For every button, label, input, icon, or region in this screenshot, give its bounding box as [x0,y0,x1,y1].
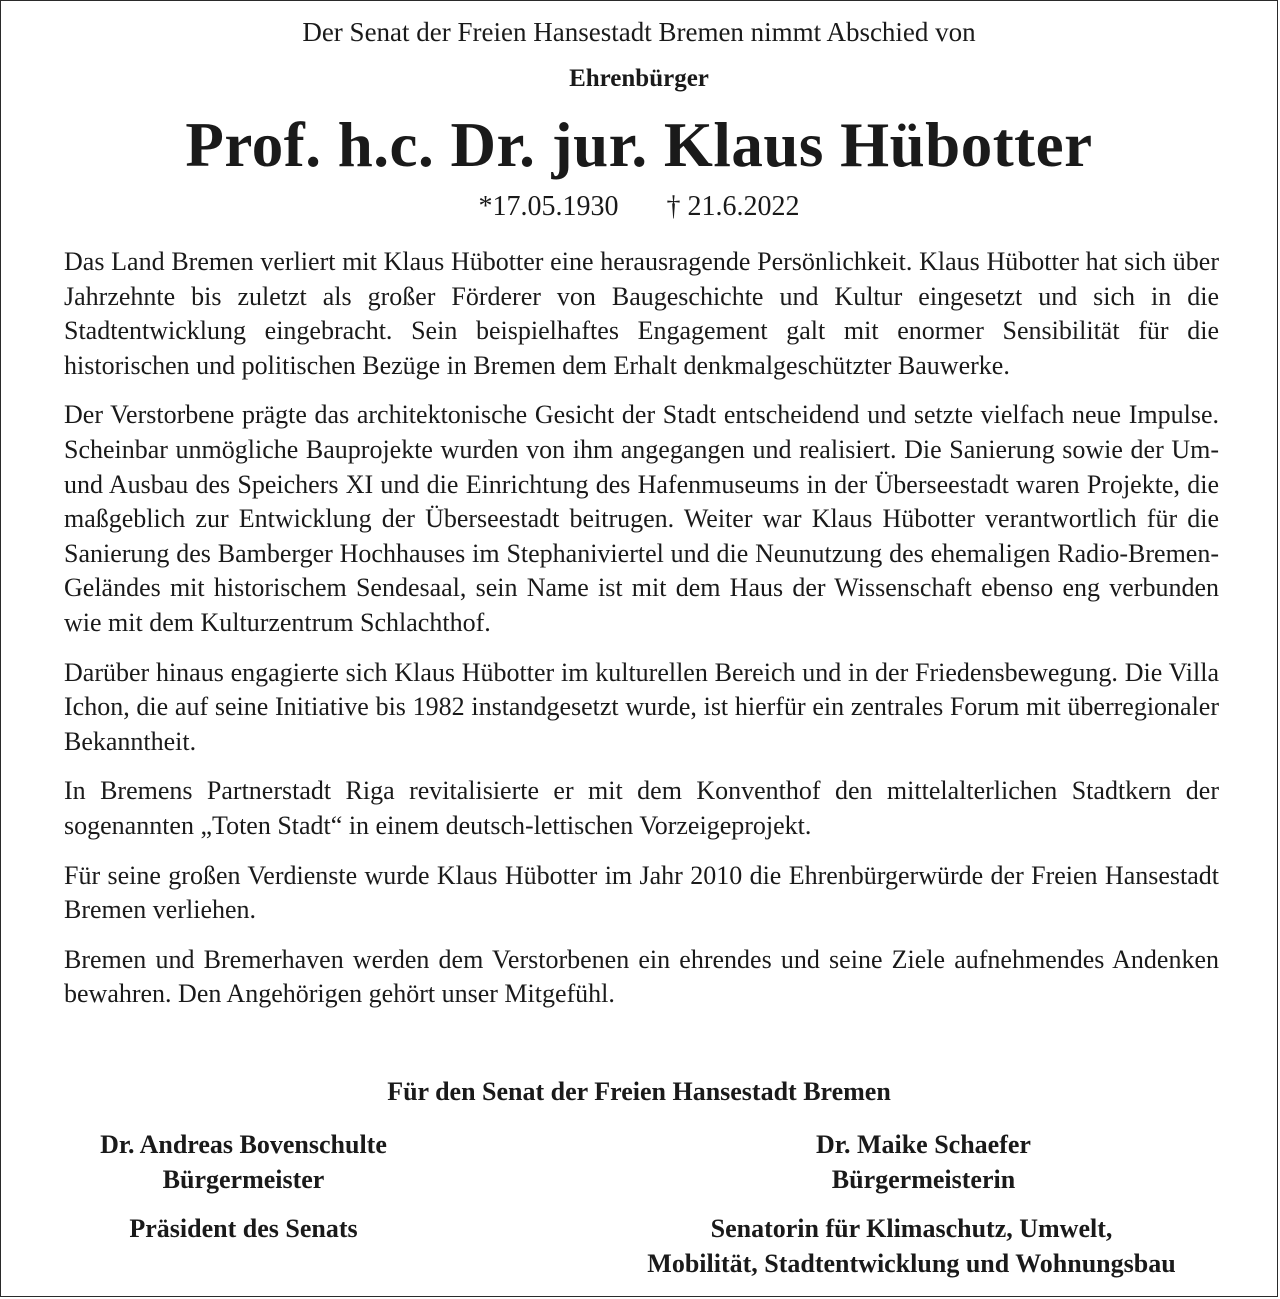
paragraph-4: In Bremens Partnerstadt Riga revitalisierte er mit dem Konventhof den mittelalterlichen Stadtkern der sogenannten „Toten Stadt“ in einem deutsch-lettischen Vorzeigeprojekt. [64,776,1219,840]
death-date: † 21.6.2022 [666,191,800,222]
on-behalf-line: Für den Senat der Freien Hansestadt Bremen [387,1077,891,1106]
intro-line: Der Senat der Freien Hansestadt Bremen nimmt Abschied von [302,17,976,47]
signatory-left-office-text: Präsident des Senats [129,1214,358,1243]
paragraph-6: Bremen und Bremerhaven werden dem Verstorbenen ein ehrendes und seine Ziele aufnehmendes Andenken bewahren. Den Angehörigen gehört unser Mitgefühl. [64,944,1219,1009]
life-dates [1,191,1277,223]
signatory-left [61,1127,426,1197]
paragraph-1: Das Land Bremen verliert mit Klaus Hübotter eine herausragende Persönlichkeit. Klaus Hübotter hat sich über Jahrzehnte bis zuletzt als großer Förderer von Baugeschichte und Kultur eingesetzt und sich in die Stadtentwicklung eingebracht. Sein beispielhaftes Engagement galt mit enormer Sensibilität für die historischen und politischen Bezüge in Bremen dem Erhalt denkmalgeschützter Bauwerke. [64,247,1219,380]
paragraph-3: Darüber hinaus engagierte sich Klaus Hübotter im kulturellen Bereich und in der Friedensbewegung. Die Villa Ichon, die auf seine Initiative bis 1982 instandgesetzt wurde, ist hierfür ein zentrales Forum mit überregionaler Bekanntheit. [64,657,1219,756]
signatory-left-name: Dr. Andreas Bovenschulte [100,1130,387,1159]
signatory-right [771,1127,1076,1197]
signatory-right-name: Dr. Maike Schaefer [816,1130,1031,1159]
paragraph-5: Für seine großen Verdienste wurde Klaus Hübotter im Jahr 2010 die Ehrenbürgerwürde der Freien Hansestadt Bremen verliehen. [64,860,1219,925]
signatory-right-office [599,1211,1224,1281]
signatory-right-title: Bürgermeisterin [831,1165,1016,1194]
signatory-right-office-line1: Senatorin für Klimaschutz, Umwelt, [710,1214,1113,1243]
paragraph-2: Der Verstorbene prägte das architektonische Gesicht der Stadt entscheidend und setzte vielfach neue Impulse. Scheinbar unmögliche Bauprojekte wurden von ihm angegangen und realisiert. Die Sanierung sowie der Um- und Ausbau des Speichers XI und die Einrichtung des Hafenmuseums in der Überseestadt waren Projekte, die maßgeblich zur Entwicklung der Überseestadt beitrugen. Weiter war Klaus Hübotter verantwortlich für die Sanierung des Bamberger Hochhauses im Stephaniviertel und die Neunutzung des ehemaligen Radio-Bremen-Geländes mit historischem Sendesaal, sein Name ist mit dem Haus der Wissenschaft ebenso eng verbunden wie mit dem Kulturzentrum Schlachthof. [64,400,1219,637]
obituary-body [64,245,1219,1027]
signatory-left-office [61,1211,426,1246]
signatory-left-title: Bürgermeister [162,1165,325,1194]
signatory-right-office-line2: Mobilität, Stadtentwicklung und Wohnungsbau [647,1249,1176,1278]
birth-date: *17.05.1930 [478,191,619,222]
deceased-name: Prof. h.c. Dr. jur. Klaus Hübotter [185,110,1093,180]
honor-title: Ehrenbürger [569,65,709,92]
